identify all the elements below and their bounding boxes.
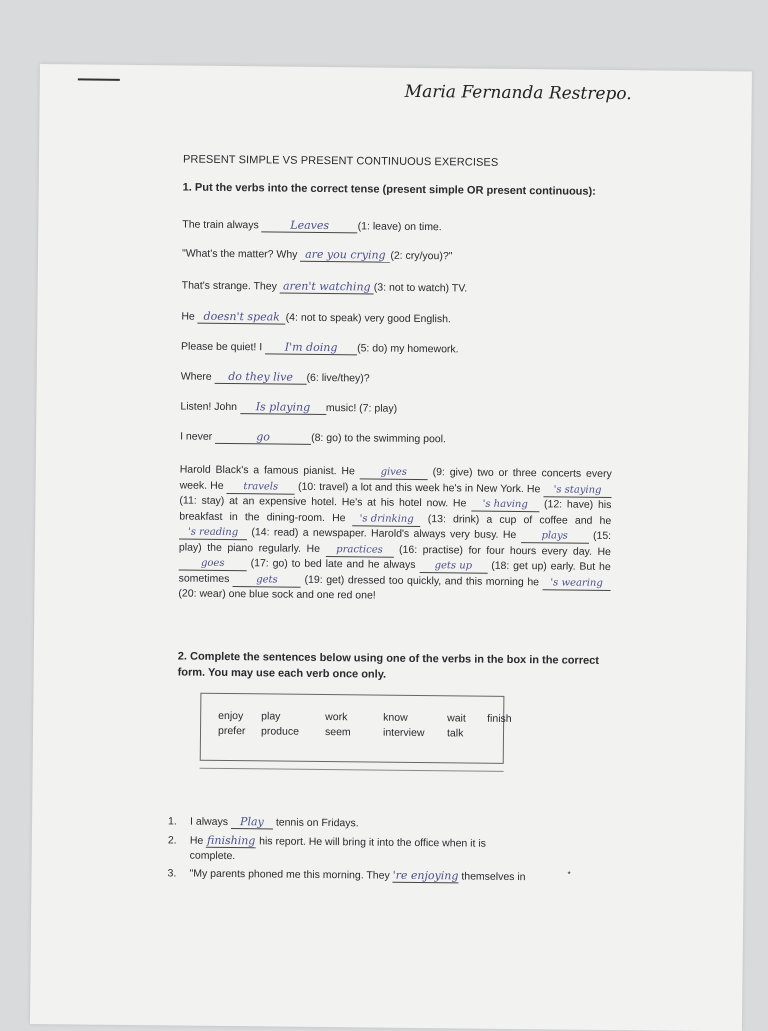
verb-item: interview bbox=[382, 726, 425, 740]
exercise1-line bbox=[182, 246, 453, 263]
verb-item: work bbox=[325, 711, 348, 724]
answer-blank[interactable]: gets up bbox=[419, 559, 487, 574]
answer-blank[interactable]: practices bbox=[325, 543, 393, 558]
line-text: "What's the matter? Why bbox=[181, 247, 298, 261]
answer-blank[interactable]: 's reading bbox=[179, 525, 247, 540]
answer-blank[interactable]: do they live bbox=[215, 370, 307, 385]
item-continuation: complete. bbox=[189, 849, 236, 863]
answer-blank[interactable]: 're enjoying bbox=[392, 868, 459, 883]
verb-item: talk bbox=[446, 727, 464, 740]
answer-blank[interactable]: aren't watching bbox=[280, 280, 374, 295]
answer-blank[interactable]: go bbox=[215, 430, 311, 445]
exercise1-line bbox=[182, 217, 442, 234]
item-number: 3. bbox=[167, 867, 177, 880]
answer-blank[interactable]: doesn't speak bbox=[198, 310, 286, 325]
exercise1-line bbox=[180, 429, 446, 446]
item-number: 2. bbox=[167, 834, 177, 847]
corner-mark bbox=[78, 78, 120, 80]
exercise1-line bbox=[182, 278, 468, 295]
paragraph-text: (13: drink) a cup of coffee and he bbox=[427, 512, 612, 527]
paragraph-text: (19: get) dressed too quickly, and this morning he bbox=[304, 573, 540, 588]
line-text: Where bbox=[180, 370, 212, 383]
verb-item: know bbox=[383, 711, 408, 724]
line-text: That's strange. They bbox=[181, 279, 277, 293]
item-number: 1. bbox=[168, 815, 177, 828]
page-title: PRESENT SIMPLE VS PRESENT CONTINUOUS EXERCISES bbox=[182, 153, 499, 169]
answer-blank[interactable]: 's having bbox=[471, 498, 539, 513]
answer-blank[interactable]: gets bbox=[233, 573, 301, 588]
answer-blank[interactable]: 's wearing bbox=[543, 576, 611, 591]
item-text: "My parents phoned me this morning. They bbox=[189, 867, 390, 882]
verb-item: prefer bbox=[217, 724, 246, 738]
line-text: I never bbox=[180, 430, 213, 443]
answer-blank[interactable]: Play bbox=[231, 815, 273, 829]
line-text: (3: not to watch) TV. bbox=[373, 281, 468, 295]
paragraph-text: (20: wear) one blue sock and one red one! bbox=[178, 587, 376, 602]
paragraph-text: (14: read) a newspaper. Harold's always very busy. He bbox=[251, 526, 517, 542]
verb-box bbox=[200, 693, 512, 764]
verb-item: wait bbox=[447, 712, 466, 725]
paragraph-text: (17: go) to bed late and he always bbox=[250, 557, 416, 571]
student-name: Maria Fernanda Restrepo. bbox=[404, 81, 632, 105]
item-text: He bbox=[189, 834, 204, 847]
line-text: (1: leave) on time. bbox=[357, 220, 442, 234]
answer-blank[interactable]: plays bbox=[521, 529, 589, 544]
item-text: his report. He will bring it into the office when it is bbox=[259, 835, 487, 850]
verb-item: seem bbox=[324, 726, 351, 739]
answer-blank[interactable]: travels bbox=[227, 479, 295, 494]
answer-blank[interactable]: I'm doing bbox=[265, 340, 357, 355]
answer-blank[interactable]: goes bbox=[179, 556, 247, 571]
paragraph-text: Harold Black's a famous pianist. He bbox=[179, 463, 355, 478]
line-text: music! (7: play) bbox=[325, 402, 398, 415]
item-text: I always bbox=[190, 815, 229, 829]
exercise2-item bbox=[168, 833, 608, 868]
exercise1-line bbox=[181, 339, 459, 356]
line-text: (4: not to speak) very good English. bbox=[285, 311, 451, 326]
paragraph-text: (9: give) two or three concerts every week. He bbox=[179, 466, 612, 492]
exercise2-item bbox=[167, 866, 607, 886]
paragraph-text: (11: stay) at an expensive hotel. He's at his hotel now. He bbox=[179, 494, 467, 510]
exercise2-item bbox=[168, 814, 608, 834]
line-text: He bbox=[181, 310, 195, 323]
answer-blank[interactable]: gives bbox=[360, 465, 428, 480]
worksheet-page bbox=[30, 64, 752, 1031]
line-text: (5: do) my homework. bbox=[357, 342, 459, 356]
line-text: Listen! John bbox=[180, 400, 238, 414]
paragraph-text: (12: have) his breakfast in the dining-room. He bbox=[179, 498, 612, 524]
exercise2-instruction: 2. Complete the sentences below using one of the verbs in the box in the correct form. You may use each verb once only. bbox=[177, 650, 599, 681]
divider bbox=[200, 768, 504, 772]
exercise1-instruction: 1. Put the verbs into the correct tense (present simple OR present continuous): bbox=[182, 181, 596, 198]
exercise1-line bbox=[180, 399, 397, 415]
item-text: themselves in bbox=[461, 870, 526, 884]
line-text: (6: live/they)? bbox=[306, 371, 370, 385]
answer-blank[interactable]: 's staying bbox=[543, 483, 611, 498]
exercise1-paragraph bbox=[178, 462, 611, 606]
item-text: tennis on Fridays. bbox=[275, 816, 359, 830]
answer-blank[interactable]: are you crying bbox=[300, 248, 390, 263]
answer-blank[interactable]: Leaves bbox=[262, 218, 358, 233]
line-text: (8: go) to the swimming pool. bbox=[311, 431, 446, 446]
verb-item: produce bbox=[260, 725, 300, 738]
paragraph-text: (10: travel) a lot and this week he's in New York. He bbox=[297, 480, 541, 495]
line-text: Please be quiet! I bbox=[180, 340, 263, 354]
paragraph-text: (16: practise) for four hours every day. He bbox=[399, 543, 612, 558]
verb-item: enjoy bbox=[218, 709, 244, 723]
exercise1-line bbox=[181, 309, 451, 326]
line-text: The train always bbox=[182, 218, 259, 232]
stray-mark: * bbox=[567, 869, 571, 879]
verb-list bbox=[218, 710, 527, 740]
verb-item: finish bbox=[487, 712, 512, 725]
paragraph-text: (18: get up) early. But he sometimes bbox=[178, 559, 611, 585]
answer-blank[interactable]: 's drinking bbox=[353, 512, 421, 527]
answer-blank[interactable]: finishing bbox=[206, 833, 256, 848]
exercise1-line bbox=[181, 369, 370, 385]
line-text: (2: cry/you)?" bbox=[390, 249, 453, 263]
verb-item: play bbox=[261, 710, 281, 723]
paragraph-text: (15: play) the piano regularly. He bbox=[178, 529, 612, 555]
answer-blank[interactable]: Is playing bbox=[240, 400, 326, 415]
